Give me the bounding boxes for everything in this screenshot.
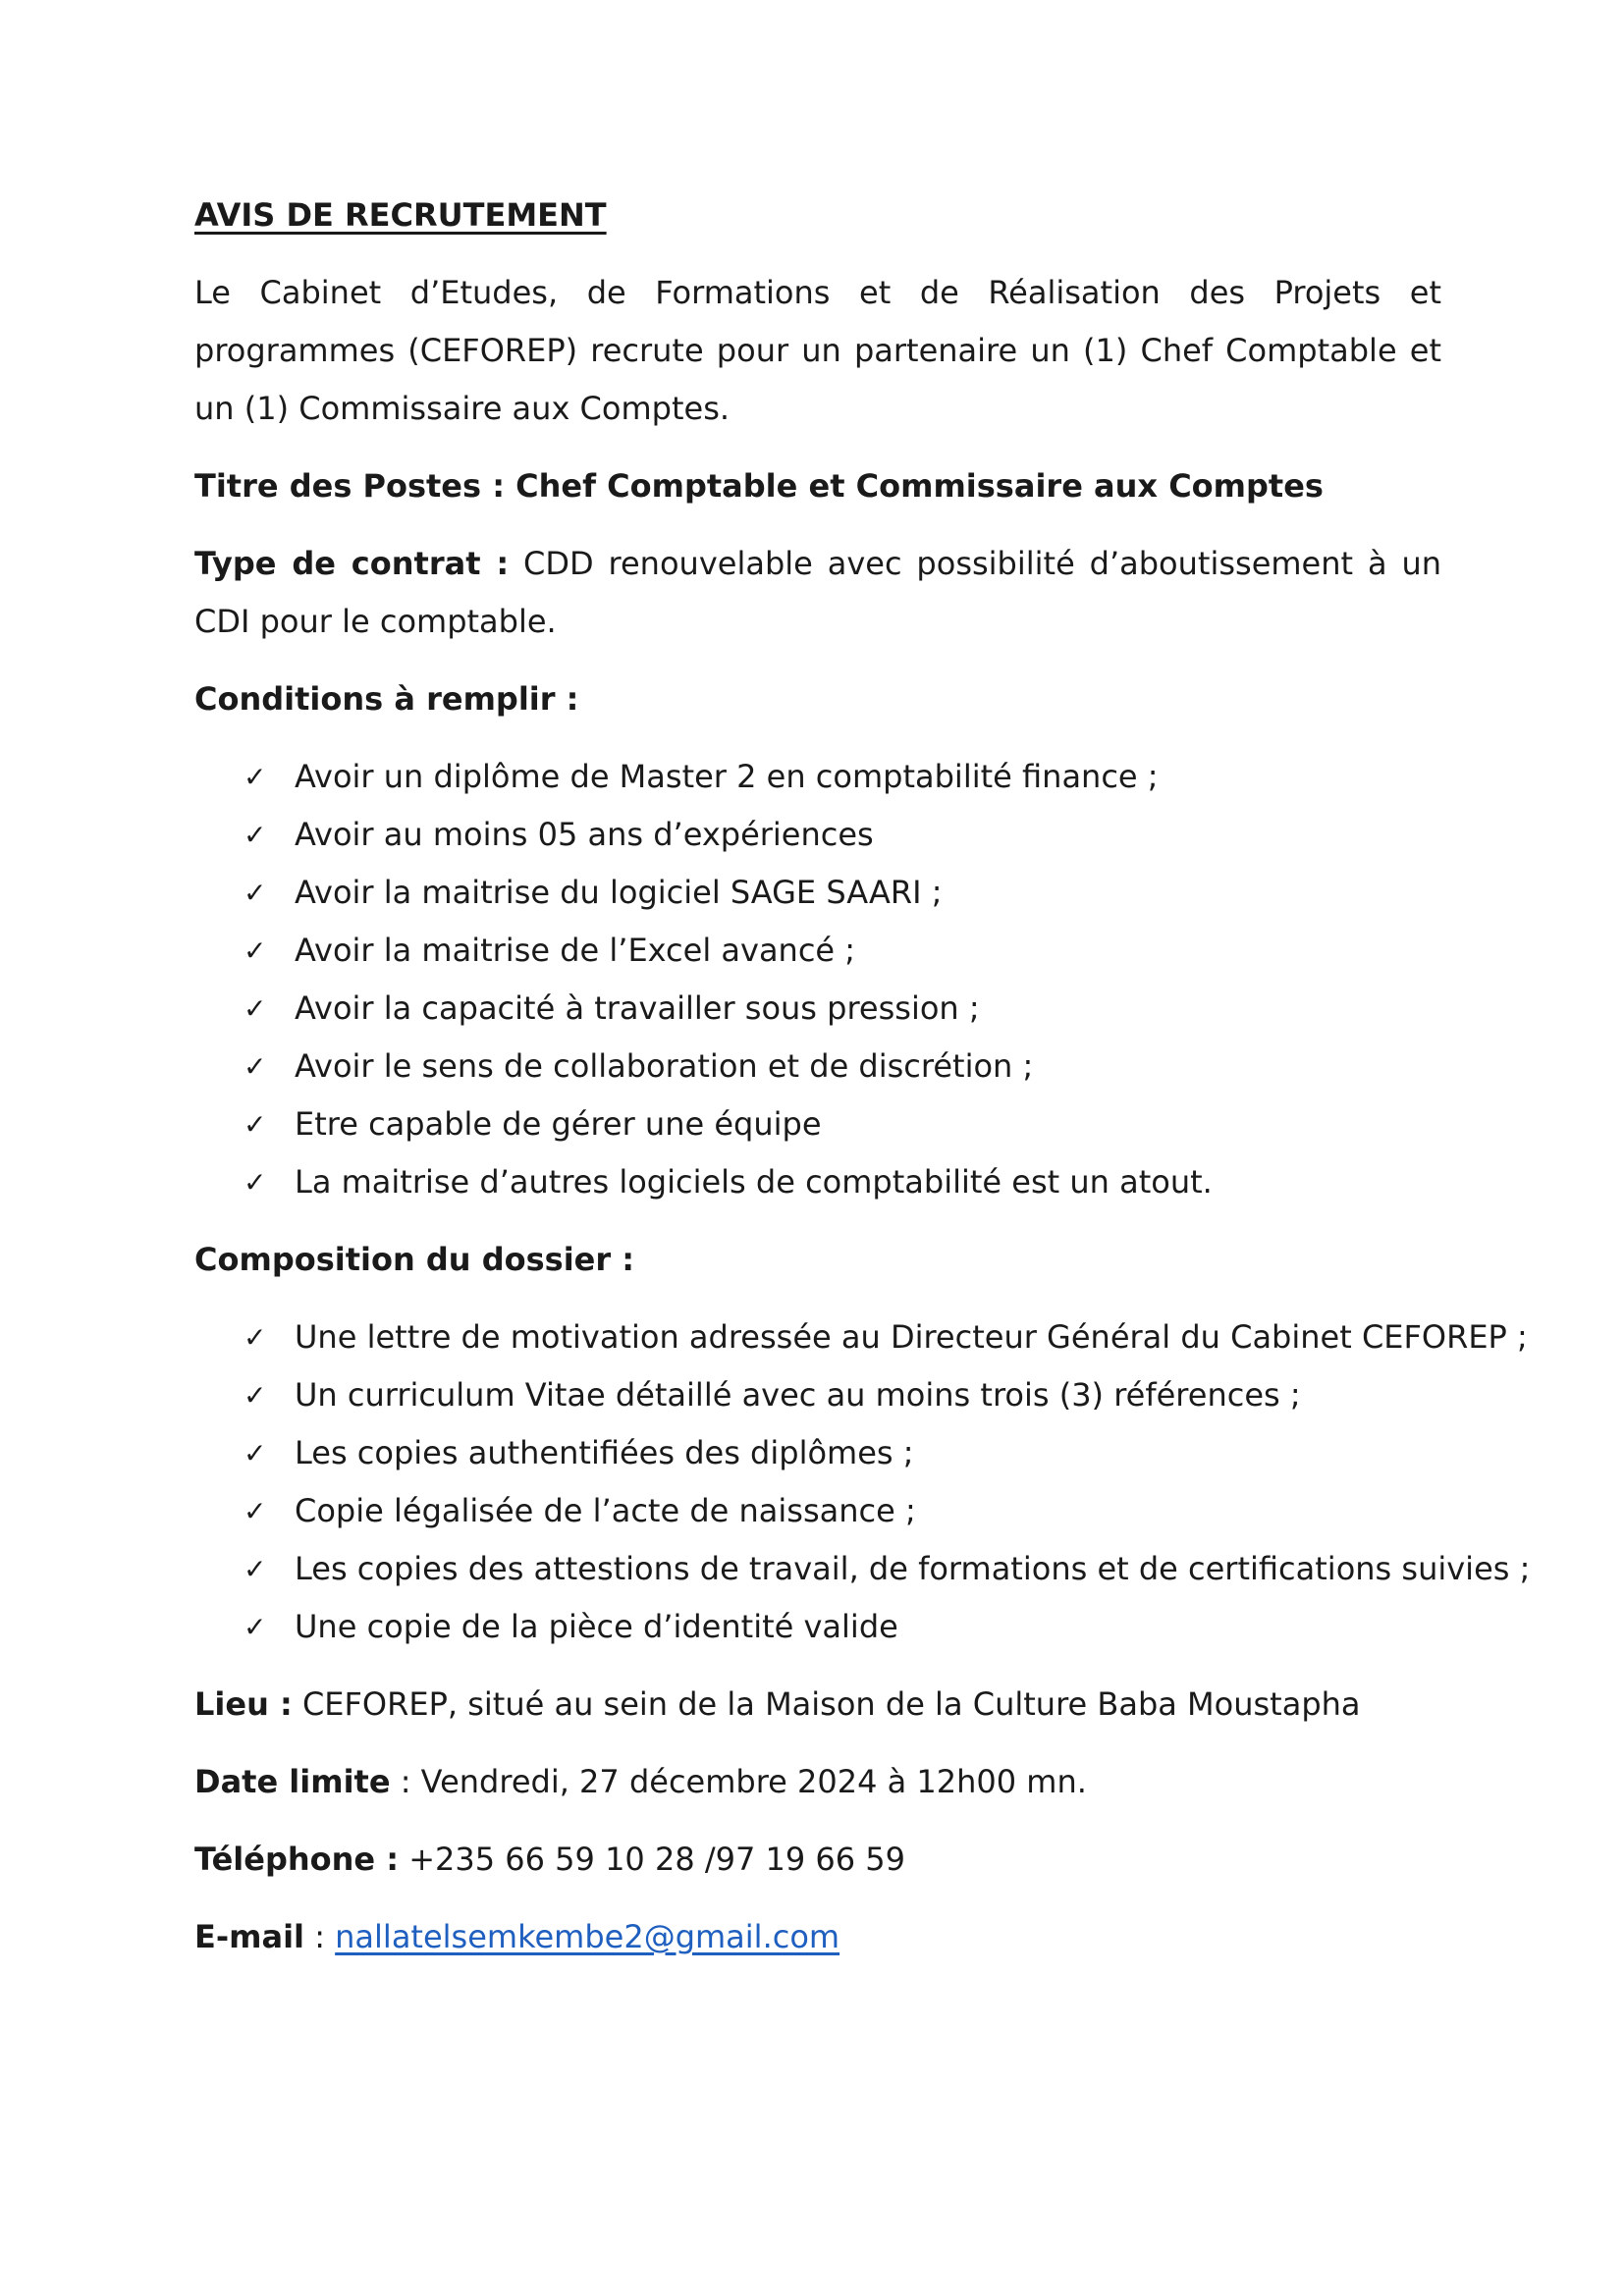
location-line bbox=[194, 1676, 1441, 1734]
deadline-line bbox=[194, 1753, 1441, 1811]
checkmark-icon: ✓ bbox=[244, 1108, 267, 1141]
checkmark-icon: ✓ bbox=[244, 1495, 267, 1527]
list-item: ✓ Avoir la maitrise de l’Excel avancé ; bbox=[194, 922, 1441, 980]
list-item: ✓ Avoir la maitrise du logiciel SAGE SAARI ; bbox=[194, 864, 1441, 922]
checkmark-icon: ✓ bbox=[244, 1611, 267, 1643]
conditions-list bbox=[194, 748, 1441, 1211]
checkmark-icon: ✓ bbox=[244, 992, 267, 1025]
list-item: ✓ Avoir un diplôme de Master 2 en comptabilité finance ; bbox=[194, 748, 1441, 806]
contract-type-value: CDD renouvelable avec possibilité d’aboutissement à un CDI pour le comptable. bbox=[194, 545, 1442, 640]
checkmark-icon: ✓ bbox=[244, 1379, 267, 1412]
checkmark-icon: ✓ bbox=[244, 1050, 267, 1083]
dossier-title: Composition du dossier : bbox=[194, 1241, 635, 1278]
page-title: AVIS DE RECRUTEMENT bbox=[194, 196, 607, 234]
checkmark-icon: ✓ bbox=[244, 1166, 267, 1199]
list-item: ✓ Une lettre de motivation adressée au Directeur Général du Cabinet CEFOREP ; bbox=[194, 1308, 1441, 1366]
checkmark-icon: ✓ bbox=[244, 819, 267, 851]
checkmark-icon: ✓ bbox=[244, 1321, 267, 1354]
dossier-list bbox=[194, 1308, 1531, 1656]
deadline-value: : Vendredi, 27 décembre 2024 à 12h00 mn. bbox=[390, 1763, 1087, 1800]
checkmark-icon: ✓ bbox=[244, 934, 267, 967]
deadline-label: Date limite bbox=[194, 1763, 391, 1800]
list-item: ✓ Etre capable de gérer une équipe bbox=[194, 1095, 1441, 1153]
list-item: ✓ Avoir la capacité à travailler sous pression ; bbox=[194, 980, 1441, 1038]
email-separator: : bbox=[304, 1918, 336, 1955]
document-page bbox=[194, 187, 1531, 1986]
contract-type-line bbox=[194, 535, 1441, 651]
checkmark-icon: ✓ bbox=[244, 1553, 267, 1585]
email-link[interactable]: nallatelsemkembe2@gmail.com bbox=[335, 1918, 840, 1955]
list-item: ✓ Un curriculum Vitae détaillé avec au moins trois (3) références ; bbox=[194, 1366, 1441, 1424]
checkmark-icon: ✓ bbox=[244, 877, 267, 909]
contract-type-label: Type de contrat : bbox=[194, 545, 510, 582]
phone-label: Téléphone : bbox=[194, 1841, 400, 1878]
checkmark-icon: ✓ bbox=[244, 761, 267, 793]
list-item: ✓ Une copie de la pièce d’identité valide bbox=[194, 1598, 1441, 1656]
job-title-line: Titre des Postes : Chef Comptable et Commissaire aux Comptes bbox=[194, 467, 1324, 505]
list-item: ✓ Avoir au moins 05 ans d’expériences bbox=[194, 806, 1441, 864]
email-label: E-mail bbox=[194, 1918, 305, 1955]
list-item: ✓ Les copies des attestions de travail, de formations et de certifications suivies ; bbox=[194, 1540, 1441, 1598]
list-item: ✓ La maitrise d’autres logiciels de comptabilité est un atout. bbox=[194, 1153, 1441, 1211]
location-value: CEFOREP, situé au sein de la Maison de la Culture Baba Moustapha bbox=[292, 1685, 1361, 1723]
phone-line bbox=[194, 1831, 1441, 1889]
location-label: Lieu : bbox=[194, 1685, 293, 1723]
list-item: ✓ Copie légalisée de l’acte de naissance ; bbox=[194, 1482, 1441, 1540]
list-item: ✓ Les copies authentifiées des diplômes ; bbox=[194, 1424, 1441, 1482]
conditions-title: Conditions à remplir : bbox=[194, 680, 579, 718]
phone-value: +235 66 59 10 28 /97 19 66 59 bbox=[399, 1841, 906, 1878]
email-line bbox=[194, 1908, 1441, 1966]
checkmark-icon: ✓ bbox=[244, 1437, 267, 1469]
intro-paragraph: Le Cabinet d’Etudes, de Formations et de Réalisation des Projets et programmes (CEFOREP) recrute pour un partenaire un (1) Chef Comptable et un (1) Commissaire aux Comptes. bbox=[194, 274, 1441, 427]
list-item: ✓ Avoir le sens de collaboration et de discrétion ; bbox=[194, 1038, 1441, 1095]
